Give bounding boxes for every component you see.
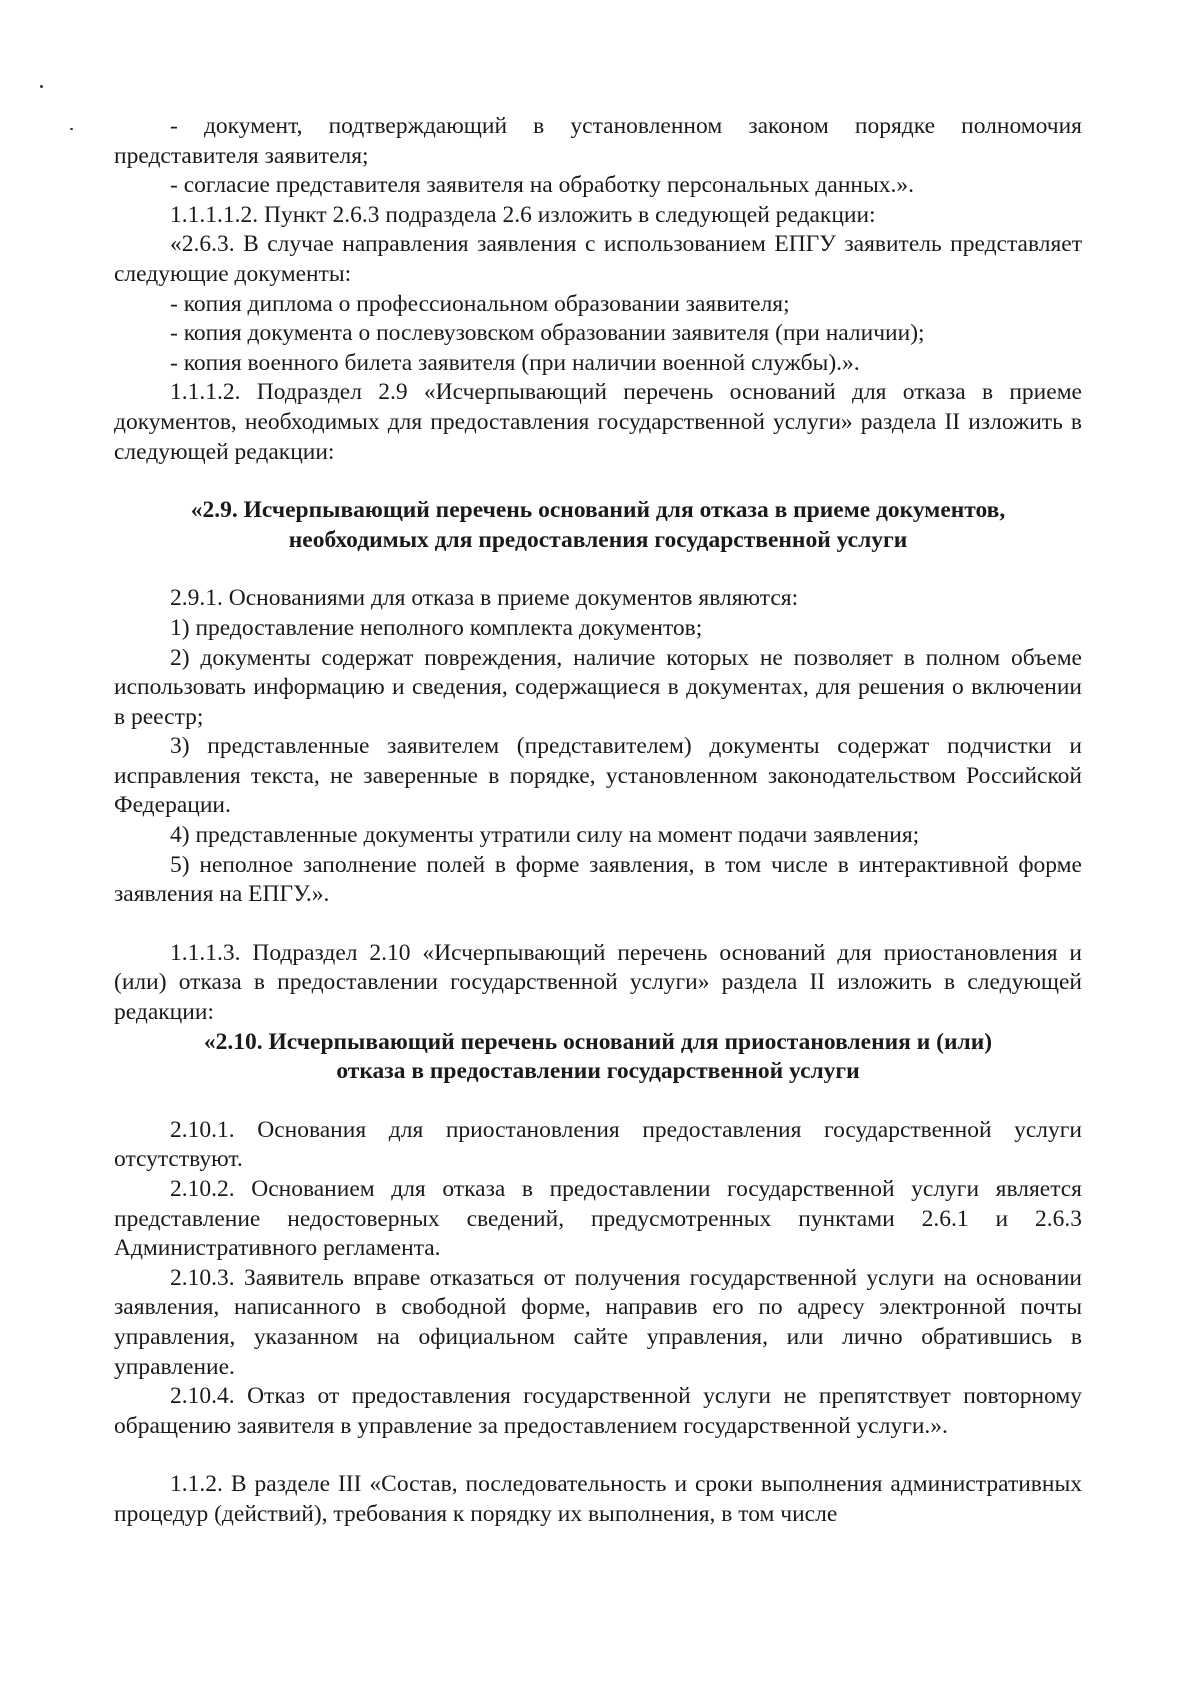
paragraph-consent: - согласие представителя заявителя на обработку персональных данных.». [170,172,915,199]
paragraph-1-1-1-3: 1.1.1.3. Подраздел 2.10 «Исчерпывающий перечень оснований для приостановления и (или) отказа в предоставлении государственной услуги» раздела II изложить в следующей редакции: [114,939,1082,1026]
paragraph-2-10-4: 2.10.4. Отказ от предоставления государственной услуги не препятствует повторному обращению заявителя в управление за предоставлением государственной услуги.». [114,1383,1082,1439]
heading-2-10-line2: отказа в предоставлении государственной услуги [336,1058,860,1085]
list-item-2-9-1-4: 4) представленные документы утратили силу на момент подачи заявления; [170,822,920,849]
paragraph-1-1-2: 1.1.2. В разделе III «Состав, последовательность и сроки выполнения административных процедур (действий), требования к порядку их выполнения, в том числе [114,1471,1082,1527]
list-item-2-9-1-2: 2) документы содержат повреждения, наличие которых не позволяет в полном объеме использовать информацию и сведения, содержащиеся в документах, для решения о включении в реестр; [114,644,1082,730]
list-item-diploma: - копия диплома о профессиональном образовании заявителя; [170,290,790,317]
list-item-military-id: - копия военного билета заявителя (при наличии военной службы).». [170,349,860,376]
heading-2-9 [114,496,1082,555]
paragraph-2-10-2: 2.10.2. Основанием для отказа в предоставлении государственной услуги является представление недостоверных сведений, предусмотренных пунктами 2.6.1 и 2.6.3 Административного регламента. [114,1176,1082,1262]
heading-2-9-line2: необходимых для предоставления государственной услуги [288,526,908,553]
paragraph-1-1-1-2: 1.1.1.2. Подраздел 2.9 «Исчерпывающий перечень оснований для отказа в приеме документов, необходимых для предоставления государственной услуги» раздела II изложить в следующей редакции: [114,379,1082,465]
list-item-2-9-1-1: 1) предоставление неполного комплекта документов; [170,614,703,641]
paragraph-2-10-1: 2.10.1. Основания для приостановления предоставления государственной услуги отсутствуют. [114,1116,1082,1173]
heading-2-10 [114,1028,1082,1087]
scan-speck [70,128,73,130]
list-item-2-9-1-5: 5) неполное заполнение полей в форме заявления, в том числе в интерактивной форме заявления на ЕПГУ.». [114,851,1082,908]
scan-speck [40,85,43,88]
heading-2-10-line1: «2.10. Исчерпывающий перечень оснований для приостановления и (или) [203,1028,993,1055]
paragraph-representative-authority: - документ, подтверждающий в установленном законом порядке полномочия представителя заявителя; [114,113,1082,169]
paragraph-1-1-1-1-2: 1.1.1.1.2. Пункт 2.6.3 подраздела 2.6 изложить в следующей редакции: [170,201,876,228]
paragraph-2-9-1: 2.9.1. Основаниями для отказа в приеме документов являются: [170,585,799,612]
paragraph-2-6-3: «2.6.3. В случае направления заявления с использованием ЕПГУ заявитель представляет следующие документы: [114,231,1082,287]
list-item-postgraduate: - копия документа о послевузовском образовании заявителя (при наличии); [170,320,925,347]
document-page [114,112,1082,1530]
paragraph-2-10-3: 2.10.3. Заявитель вправе отказаться от получения государственной услуги на основании заявления, написанного в свободной форме, направив его по адресу электронной почты управления, указанном на официальном сайте управления, или лично обратившись в управление. [114,1264,1082,1380]
list-item-2-9-1-3: 3) представленные заявителем (представителем) документы содержат подчистки и исправления текста, не заверенные в порядке, установленном законодательством Российской Федерации. [114,733,1082,819]
heading-2-9-line1: «2.9. Исчерпывающий перечень оснований для отказа в приеме документов, [190,497,1006,524]
